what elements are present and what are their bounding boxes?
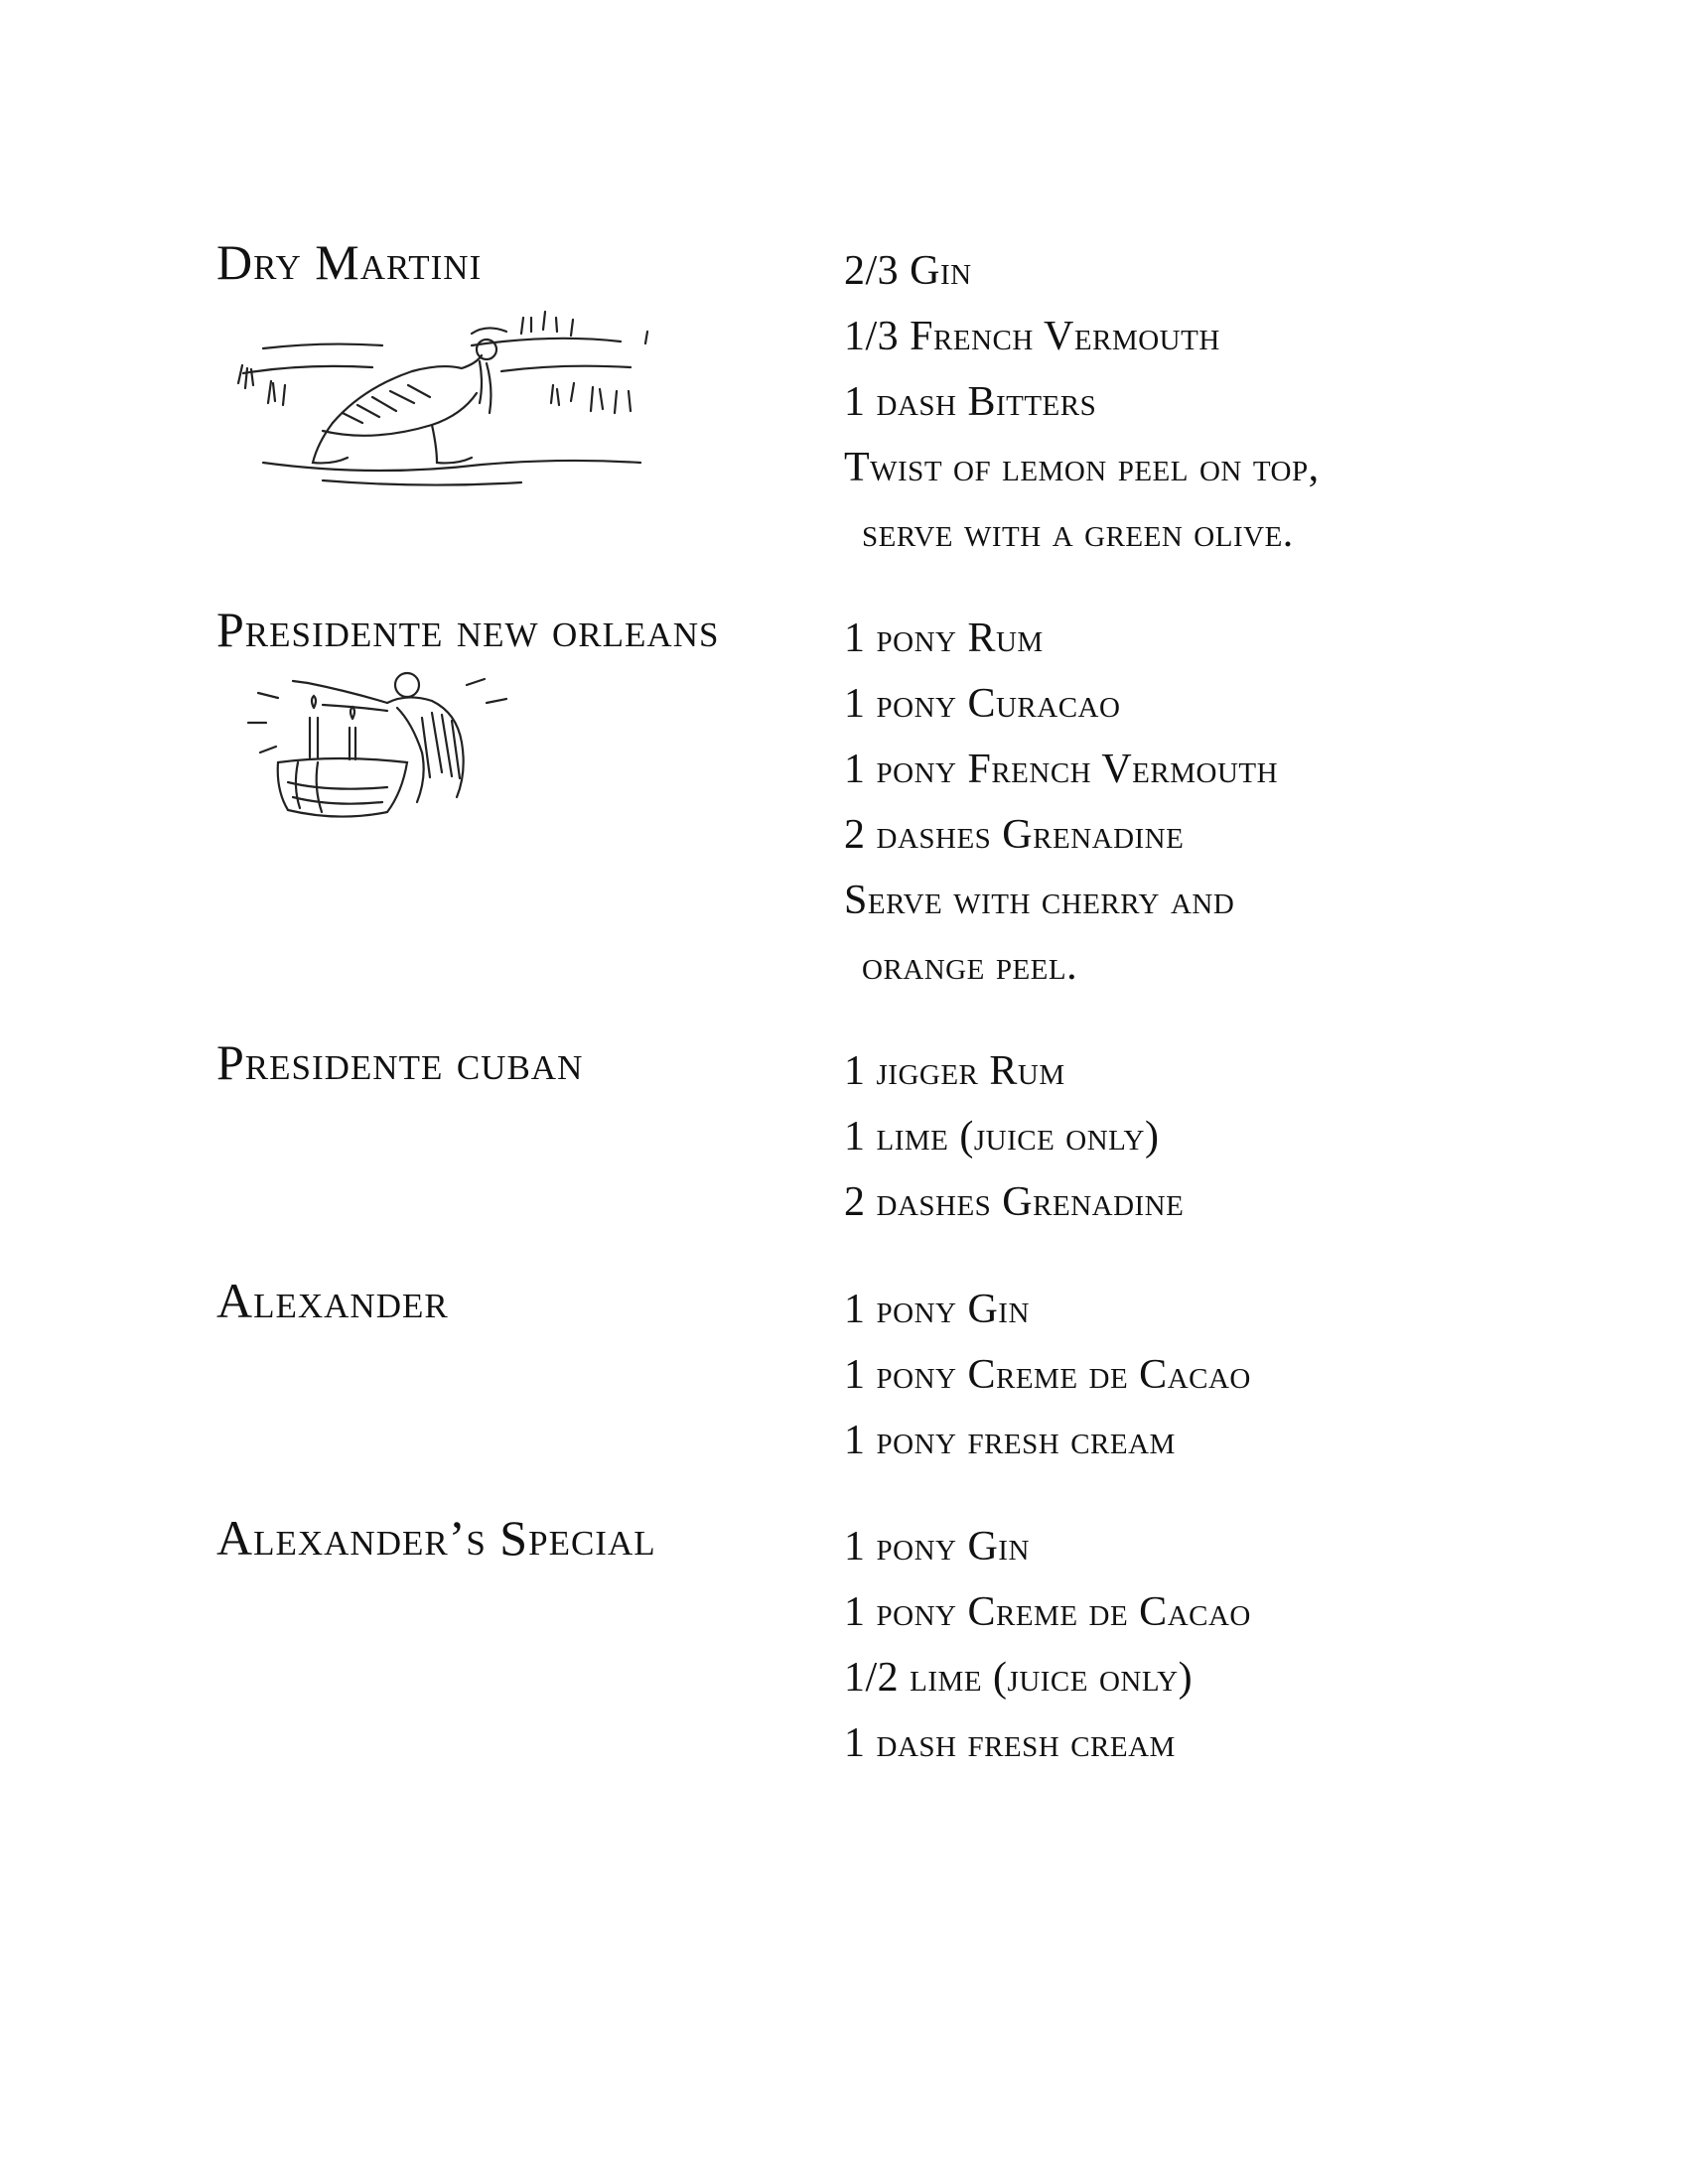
ingredient-item: 1 pony Creme de Cacao: [844, 1589, 1251, 1635]
ingredient-item: 1 pony Creme de Cacao: [844, 1352, 1251, 1398]
ingredient-item: 1 pony Curacao: [844, 681, 1121, 727]
ingredient-item: 2/3 Gin: [844, 248, 972, 294]
ingredient-list: [844, 1514, 1251, 1776]
recipe-title: Alexander’s Special: [216, 1510, 656, 1566]
ingredient-item: 1 jigger Rum: [844, 1048, 1065, 1094]
ingredient-item: 2 dashes Grenadine: [844, 1179, 1185, 1225]
man-crawling-illustration: [223, 294, 670, 492]
ingredient-item: 1 dash Bitters: [844, 379, 1097, 425]
ingredient-list: [844, 1277, 1251, 1473]
ingredient-item: 1 pony Gin: [844, 1287, 1030, 1332]
ingredient-list: [844, 1038, 1184, 1235]
ingredient-item: 1 pony French Vermouth: [844, 747, 1279, 792]
ingredient-item: Serve with cherry and: [844, 878, 1235, 923]
ingredient-item: 1 pony Gin: [844, 1524, 1030, 1570]
recipe-title: Presidente cuban: [216, 1034, 584, 1090]
recipe-title: Dry Martini: [216, 234, 483, 290]
ingredient-item: 1 pony fresh cream: [844, 1418, 1176, 1463]
man-at-table-illustration: [238, 663, 526, 842]
recipe-title: Presidente new orleans: [216, 602, 720, 657]
ingredient-item: 1 dash fresh cream: [844, 1720, 1176, 1766]
ingredient-item: 2 dashes Grenadine: [844, 812, 1185, 858]
ingredient-item: 1/2 lime (juice only): [844, 1655, 1194, 1701]
ingredient-item: orange peel.: [862, 943, 1078, 989]
ingredient-item: 1/3 French Vermouth: [844, 314, 1220, 359]
ingredient-list: [844, 238, 1320, 566]
ingredient-item: 1 lime (juice only): [844, 1114, 1160, 1160]
ingredient-item: serve with a green olive.: [862, 510, 1294, 556]
ingredient-list: [844, 606, 1278, 999]
recipe-title: Alexander: [216, 1273, 449, 1328]
ingredient-item: 1 pony Rum: [844, 615, 1044, 661]
ingredient-item: Twist of lemon peel on top,: [844, 445, 1320, 490]
